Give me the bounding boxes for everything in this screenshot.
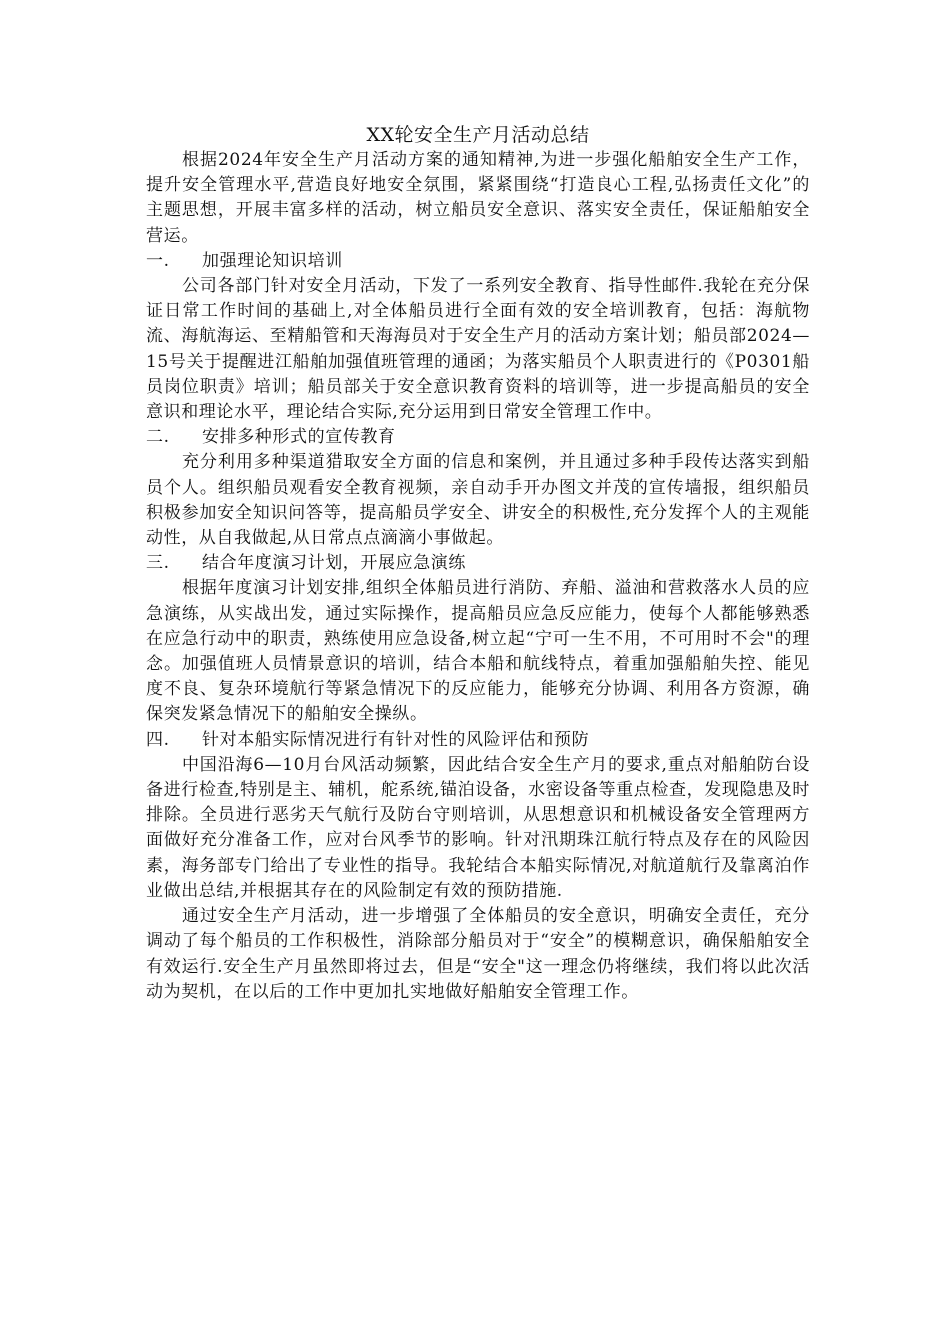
section-body-3: 根据年度演习计划安排,组织全体船员进行消防、弃船、溢油和营救落水人员的应急演练，从实战出发，通过实际操作，提高船员应急反应能力，使每个人都能够熟悉在应急行动中的职责，熟练使用应急设备,树立起“宁可一生不用，不可用时不会"的理念。加强值班人员情景意识的培训，结合本船和航线特点，着重加强船舶失控、能见度不良、复杂环境航行等紧急情况下的反应能力，能够充分协调、利用各方资源，确保突发紧急情况下的船舶安全操纵。 xyxy=(146,578,810,725)
section-heading-text: 加强理论知识培训 xyxy=(202,250,343,271)
section-heading-1 xyxy=(146,249,810,274)
section-heading-text: 结合年度演习计划，开展应急演练 xyxy=(202,553,466,574)
section-heading-2 xyxy=(146,425,810,450)
conclusion-paragraph: 通过安全生产月活动，进一步增强了全体船员的安全意识，明确安全责任，充分调动了每个船员的工作积极性，消除部分船员对于“安全”的模糊意识，确保船舶安全有效运行.安全生产月虽然即将过去，但是“安全"这一理念仍将继续，我们将以此次活动为契机，在以后的工作中更加扎实地做好船舶安全管理工作。 xyxy=(146,906,810,1002)
section-heading-text: 安排多种形式的宣传教育 xyxy=(202,427,396,448)
section-heading-3 xyxy=(146,551,810,576)
section-number: 三. xyxy=(146,553,170,574)
intro-paragraph: 根据2024年安全生产月活动方案的通知精神,为进一步强化船舶安全生产工作，提升安全管理水平,营造良好地安全氛围，紧紧围绕“打造良心工程,弘扬责任文化”的主题思想，开展丰富多样的活动，树立船员安全意识、落实安全责任，保证船舶安全营运。 xyxy=(146,150,810,246)
document-title: XX轮安全生产月活动总结 xyxy=(366,124,590,146)
section-body-4: 中国沿海6—10月台风活动频繁，因此结合安全生产月的要求,重点对船舶防台设备进行检查,特别是主、辅机，舵系统,锚泊设备，水密设备等重点检查，发现隐患及时排除。全员进行恶劣天气航行及防台守则培训，从思想意识和机械设备安全管理两方面做好充分准备工作，应对台风季节的影响。针对汛期珠江航行特点及存在的风险因素，海务部专门给出了专业性的指导。我轮结合本船实际情况,对航道航行及靠离泊作业做出总结,并根据其存在的风险制定有效的预防措施. xyxy=(146,754,810,901)
section-heading-4 xyxy=(146,728,810,753)
section-body-1: 公司各部门针对安全月活动，下发了一系列安全教育、指导性邮件.我轮在充分保证日常工作时间的基础上,对全体船员进行全面有效的安全培训教育，包括：海航物流、海航海运、至精船管和天海海员对于安全生产月的活动方案计划；船员部2024—15号关于提醒进江船舶加强值班管理的通函；为落实船员个人职责进行的《P0301船员岗位职责》培训；船员部关于安全意识教育资料的培训等，进一步提高船员的安全意识和理论水平，理论结合实际,充分运用到日常安全管理工作中。 xyxy=(146,276,810,423)
section-number: 二. xyxy=(146,427,170,448)
section-number: 四. xyxy=(146,729,170,750)
section-body-2: 充分利用多种渠道猎取安全方面的信息和案例，并且通过多种手段传达落实到船员个人。组织船员观看安全教育视频，亲自动手开办图文并茂的宣传墙报，组织船员积极参加安全知识问答等，提高船员学安全、讲安全的积极性,充分发挥个人的主观能动性，从自我做起,从日常点点滴滴小事做起。 xyxy=(146,452,810,549)
document-page xyxy=(146,122,810,1005)
section-number: 一. xyxy=(146,250,170,271)
section-heading-text: 针对本船实际情况进行有针对性的风险评估和预防 xyxy=(202,729,590,750)
